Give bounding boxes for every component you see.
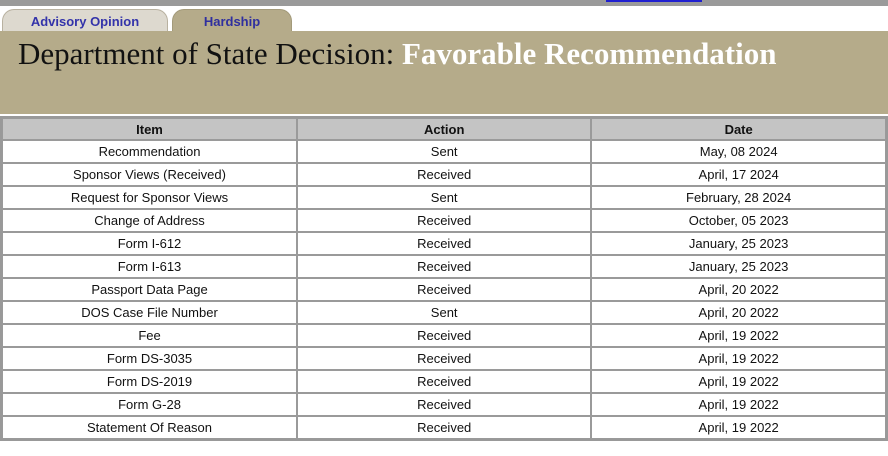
cell-item: Form I-613: [2, 255, 297, 278]
table-row: [2, 370, 886, 393]
cell-item: DOS Case File Number: [2, 301, 297, 324]
column-header-item: Item: [2, 118, 297, 140]
decision-title: [18, 36, 776, 72]
table-row: [2, 186, 886, 209]
cell-action: Sent: [297, 301, 591, 324]
cell-date: April, 19 2022: [591, 393, 886, 416]
cell-date: January, 25 2023: [591, 255, 886, 278]
table-row: [2, 140, 886, 163]
cell-action: Received: [297, 209, 591, 232]
table-row: [2, 301, 886, 324]
cell-action: Received: [297, 324, 591, 347]
cell-item: Form DS-3035: [2, 347, 297, 370]
cell-date: April, 19 2022: [591, 370, 886, 393]
cell-date: April, 19 2022: [591, 324, 886, 347]
decision-value: Favorable Recommendation: [401, 36, 777, 71]
table-row: [2, 163, 886, 186]
cell-action: Received: [297, 416, 591, 439]
cell-item: Form DS-2019: [2, 370, 297, 393]
cell-action: Received: [297, 393, 591, 416]
cell-item: Recommendation: [2, 140, 297, 163]
table-row: [2, 324, 886, 347]
cell-date: April, 17 2024: [591, 163, 886, 186]
cell-item: Passport Data Page: [2, 278, 297, 301]
cell-item: Fee: [2, 324, 297, 347]
table-row: [2, 278, 886, 301]
cell-item: Sponsor Views (Received): [2, 163, 297, 186]
case-history-table: [0, 116, 888, 441]
table-row: [2, 347, 886, 370]
cell-action: Received: [297, 370, 591, 393]
cell-date: February, 28 2024: [591, 186, 886, 209]
cell-action: Received: [297, 255, 591, 278]
cell-action: Sent: [297, 186, 591, 209]
cell-action: Received: [297, 163, 591, 186]
decision-label: Department of State Decision:: [18, 36, 395, 71]
table-row: [2, 232, 886, 255]
column-header-action: Action: [297, 118, 591, 140]
cell-date: April, 19 2022: [591, 347, 886, 370]
cell-item: Form I-612: [2, 232, 297, 255]
tab-hardship[interactable]: Hardship: [172, 9, 292, 32]
cell-action: Received: [297, 278, 591, 301]
cell-date: April, 20 2022: [591, 301, 886, 324]
tab-advisory-opinion[interactable]: Advisory Opinion: [2, 9, 168, 32]
cell-date: January, 25 2023: [591, 232, 886, 255]
cell-item: Form G-28: [2, 393, 297, 416]
top-link-underline[interactable]: [606, 0, 702, 2]
table-row: [2, 393, 886, 416]
decision-header: [0, 31, 888, 114]
cell-item: Statement Of Reason: [2, 416, 297, 439]
table-row: [2, 416, 886, 439]
table-row: [2, 255, 886, 278]
table-header-row: [2, 118, 886, 140]
cell-action: Received: [297, 232, 591, 255]
cell-date: April, 20 2022: [591, 278, 886, 301]
cell-date: April, 19 2022: [591, 416, 886, 439]
cell-item: Request for Sponsor Views: [2, 186, 297, 209]
column-header-date: Date: [591, 118, 886, 140]
cell-date: October, 05 2023: [591, 209, 886, 232]
cell-item: Change of Address: [2, 209, 297, 232]
cell-action: Received: [297, 347, 591, 370]
table-row: [2, 209, 886, 232]
cell-action: Sent: [297, 140, 591, 163]
cell-date: May, 08 2024: [591, 140, 886, 163]
